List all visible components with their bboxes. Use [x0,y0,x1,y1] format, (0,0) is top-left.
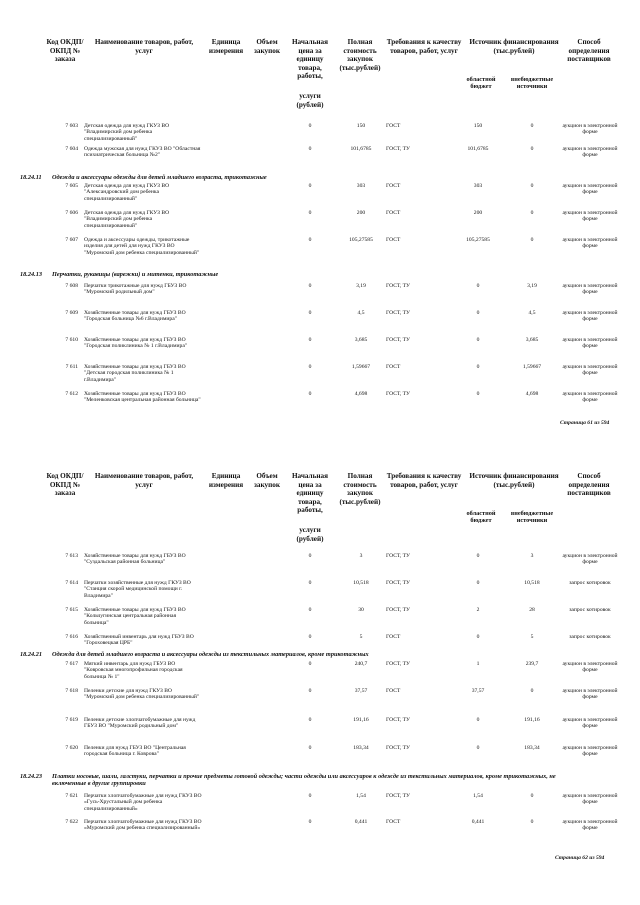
row-number: 7 605 [65,183,78,189]
quality-requirements: ГОСТ [386,237,401,243]
item-name: Одежда мужская для нужд ГКУЗ ВО "Областная психиатрическая больница №2" [84,146,201,159]
row-number: 7 609 [65,310,78,316]
extrabudgetary-sources: 183,34 [524,745,540,751]
quality-requirements: ГОСТ [386,819,401,825]
header-name: Наименование товаров, работ, услуг [94,38,194,55]
total-cost: 3,19 [356,283,366,289]
procurement-method: аукцион в электронной форме [562,819,618,832]
row-number: 7 603 [65,123,78,129]
regional-budget: 0 [476,364,480,370]
quality-requirements: ГОСТ, ТУ [386,553,410,559]
quality-requirements: ГОСТ, ТУ [386,793,410,799]
section-title: Платки носовые, шали, галстуки, перчатки и прочие предметы готовой одежды; части одежды или аксессуаров к одежде из текстильных материалов, кроме трикотажных, не включенные в другие группировки [52,773,556,787]
unit-price: 0 [308,634,312,640]
header-requirements: Требования к качеству товаров, работ, услуг [386,38,462,55]
procurement-method: аукцион в электронной форме [562,364,618,377]
extrabudgetary-sources: 3,19 [527,283,537,289]
procurement-method: аукцион в электронной форме [562,183,618,196]
unit-price: 0 [308,210,312,216]
unit-price: 0 [308,819,312,825]
extrabudgetary-sources: 191,16 [524,717,540,723]
regional-budget: 150 [473,123,483,129]
total-cost: 4,5 [357,310,365,316]
regional-budget: 0 [476,745,480,751]
quality-requirements: ГОСТ [386,210,401,216]
total-cost: 191,16 [353,717,369,723]
item-name: Мягкий инвентарь для нужд ГБУЗ ВО "Ковровская многопрофильная городская больница № 1" [84,661,183,680]
quality-requirements: ГОСТ, ТУ [386,745,410,751]
procurement-method: аукцион в электронной форме [562,146,618,159]
regional-budget: 303 [473,183,483,189]
row-number: 7 606 [65,210,78,216]
header-price-unit: услуги (рублей) [296,526,324,543]
total-cost: 5 [359,634,363,640]
header-price-unit: услуги (рублей) [296,92,324,109]
regional-budget: 0 [476,634,480,640]
regional-budget: 200 [473,210,483,216]
quality-requirements: ГОСТ, ТУ [386,717,410,723]
quality-requirements: ГОСТ, ТУ [386,580,410,586]
regional-budget: 2 [476,607,480,613]
item-name: Хозяйственный инвентарь для нужд ГБУЗ ВО "Гороховецкая ЦРБ" [84,634,194,647]
total-cost: 37,57 [354,688,368,694]
regional-budget: 0 [476,337,480,343]
procurement-method: аукцион в электронной форме [562,391,618,404]
quality-requirements: ГОСТ, ТУ [386,661,410,667]
total-cost: 200 [356,210,366,216]
extrabudgetary-sources: 28 [529,607,535,613]
regional-budget: 0 [476,553,480,559]
header-price: Начальная цена за единицу товара, работы, [291,38,329,81]
row-number: 7 620 [65,745,78,751]
header-source-regional: областной бюджет [466,510,496,524]
quality-requirements: ГОСТ, ТУ [386,607,410,613]
unit-price: 0 [308,146,312,152]
extrabudgetary-sources: 4,5 [528,310,536,316]
total-cost: 30 [358,607,364,613]
item-name: Перчатки хлопчатобумажные для нужд ГКУЗ ВО «Гусь-Хрустальный дом ребенка специализированный» [84,793,202,812]
procurement-method: аукцион в электронной форме [562,210,618,223]
header-source-external: внебюджетные источники [510,76,554,90]
extrabudgetary-sources: 239,7 [525,661,539,667]
row-number: 7 616 [65,634,78,640]
item-name: Хозяйственные товары для нужд ГБУЗ ВО "Городская больница №6 г.Владимира" [84,310,186,323]
regional-budget: 1 [476,661,480,667]
total-cost: 0,441 [354,819,368,825]
item-name: Хозяйственные товары для нужд ГБУЗ ВО "Городская поликлиника № 1 г.Владимира" [84,337,188,350]
section-code: 18.24.11 [20,174,42,181]
header-unit: Единица измерения [208,472,244,489]
section-code: 18.24.23 [20,773,43,780]
total-cost: 4,698 [354,391,368,397]
regional-budget: 0 [476,310,480,316]
regional-budget: 105,27585 [466,237,490,243]
procurement-method: запрос котировок [569,580,611,586]
extrabudgetary-sources: 3 [530,553,534,559]
item-name: Перчатки хозяйственные для нужд ГКУЗ ВО "Станция скорой медицинской помощи г. Владимира" [84,580,191,599]
item-name: Одежда и аксессуары одежды, трикотажные изделия для детей для нужд ГКУЗ ВО "Муромский дом ребенка специализированный" [84,237,200,256]
row-number: 7 613 [65,553,78,559]
regional-budget: 0 [476,283,480,289]
quality-requirements: ГОСТ, ТУ [386,283,410,289]
procurement-method: аукцион в электронной форме [562,793,618,806]
unit-price: 0 [308,745,312,751]
item-name: Детская одежда для нужд ГКУЗ ВО "Владимирский дом ребенка специализированный" [84,123,170,142]
header-source: Источник финансирования (тыс.рублей) [469,472,559,489]
extrabudgetary-sources: 5 [530,634,534,640]
total-cost: 150 [356,123,366,129]
section-title: Перчатки, рукавицы (варежки) и митенки, трикотажные [52,271,219,278]
unit-price: 0 [308,310,312,316]
procurement-method: аукцион в электронной форме [562,237,618,250]
unit-price: 0 [308,580,312,586]
row-number: 7 608 [65,283,78,289]
procurement-method: аукцион в электронной форме [562,688,618,701]
unit-price: 0 [308,391,312,397]
extrabudgetary-sources: 3,685 [525,337,539,343]
row-number: 7 610 [65,337,78,343]
unit-price: 0 [308,553,312,559]
item-name: Хозяйственные товары для нужд ГБУЗ ВО "Меленковская центральная районная больница" [84,391,201,404]
regional-budget: 0 [476,580,480,586]
extrabudgetary-sources: 0 [530,688,534,694]
regional-budget: 101,6785 [467,146,489,152]
extrabudgetary-sources: 0 [530,183,534,189]
unit-price: 0 [308,688,312,694]
regional-budget: 0 [476,391,480,397]
procurement-method: аукцион в электронной форме [562,123,618,136]
item-name: Пеленки детские хлопчатобумажные для нужд ГБУЗ ВО "Муромский родильный дом" [84,717,196,730]
unit-price: 0 [308,237,312,243]
total-cost: 105,27585 [349,237,373,243]
procurement-method: аукцион в электронной форме [562,337,618,350]
total-cost: 101,6785 [350,146,372,152]
row-number: 7 618 [65,688,78,694]
row-number: 7 611 [65,364,78,370]
unit-price: 0 [308,183,312,189]
item-name: Хозяйственные товары для нужд ГБУЗ ВО "Суздальская районная больница" [84,553,186,566]
extrabudgetary-sources: 10,518 [524,580,540,586]
row-number: 7 607 [65,237,78,243]
procurement-method: аукцион в электронной форме [562,717,618,730]
row-number: 7 622 [65,819,78,825]
quality-requirements: ГОСТ, ТУ [386,146,410,152]
extrabudgetary-sources: 0 [530,793,534,799]
section-title: Одежда и аксессуары одежды для детей младшего возраста, трикотажные [52,174,267,181]
quality-requirements: ГОСТ [386,634,401,640]
item-name: Перчатки трикотажные для нужд ГБУЗ ВО "Муромский родильный дом" [84,283,187,296]
unit-price: 0 [308,364,312,370]
total-cost: 303 [356,183,366,189]
procurement-method: запрос котировок [569,634,611,640]
header-requirements: Требования к качеству товаров, работ, услуг [386,472,462,489]
regional-budget: 1,54 [473,793,483,799]
section-code: 18.24.21 [20,651,43,658]
unit-price: 0 [308,661,312,667]
row-number: 7 614 [65,580,78,586]
regional-budget: 0,441 [471,819,485,825]
header-total: Полная стоимость закупок (тыс.рублей) [339,38,381,72]
unit-price: 0 [308,717,312,723]
page-number: Страница 61 из 594 [560,420,610,426]
quality-requirements: ГОСТ, ТУ [386,310,410,316]
page-number: Страница 62 из 594 [555,855,605,861]
total-cost: 3,685 [354,337,368,343]
header-source-regional: областной бюджет [466,76,496,90]
quality-requirements: ГОСТ [386,183,401,189]
header-code: Код ОКДП/ ОКПД № заказа [46,38,84,64]
header-source-external: внебюджетные источники [510,510,554,524]
header-method: Способ определения поставщиков [567,472,611,498]
item-name: Хозяйственные товары для нужд ГБУЗ ВО "Кольчугинская центральная районная больница" [84,607,186,626]
row-number: 7 621 [65,793,78,799]
header-method: Способ определения поставщиков [567,38,611,64]
extrabudgetary-sources: 1,59667 [522,364,542,370]
header-volume: Объем закупок [254,38,280,55]
unit-price: 0 [308,607,312,613]
quality-requirements: ГОСТ [386,123,401,129]
header-price: Начальная цена за единицу товара, работы, [291,472,329,515]
procurement-method: аукцион в электронной форме [562,310,618,323]
procurement-method: аукцион в электронной форме [562,553,618,566]
total-cost: 183,34 [353,745,369,751]
row-number: 7 604 [65,146,78,152]
total-cost: 240,7 [354,661,368,667]
extrabudgetary-sources: 0 [530,146,534,152]
procurement-method: аукцион в электронной форме [562,283,618,296]
header-source: Источник финансирования (тыс.рублей) [469,38,559,55]
quality-requirements: ГОСТ [386,364,401,370]
regional-budget: 0 [476,717,480,723]
header-volume: Объем закупок [254,472,280,489]
procurement-method: запрос котировок [569,607,611,613]
total-cost: 1,54 [356,793,366,799]
row-number: 7 619 [65,717,78,723]
item-name: Хозяйственные товары для нужд ГБУЗ ВО "Детская городская поликлиника № 1 г.Владимира" [84,364,186,383]
regional-budget: 37,57 [471,688,485,694]
total-cost: 1,59667 [351,364,371,370]
unit-price: 0 [308,123,312,129]
procurement-method: аукцион в электронной форме [562,661,618,674]
extrabudgetary-sources: 0 [530,819,534,825]
unit-price: 0 [308,793,312,799]
row-number: 7 617 [65,661,78,667]
total-cost: 10,518 [353,580,369,586]
quality-requirements: ГОСТ, ТУ [386,391,410,397]
item-name: Перчатки хлопчатобумажные для нужд ГКУЗ ВО «Муромский дом ребенка специализированный» [84,819,202,832]
extrabudgetary-sources: 0 [530,237,534,243]
item-name: Детская одежда для нужд ГКУЗ ВО "Александровский дом ребенка специализированный" [84,183,170,202]
row-number: 7 612 [65,391,78,397]
row-number: 7 615 [65,607,78,613]
section-title: Одежда для детей младшего возраста и аксессуары одежды из текстильных материалов, кроме трикотажных [52,651,369,658]
item-name: Детская одежда для нужд ГКУЗ ВО "Владимирский дом ребенка специализированный" [84,210,170,229]
header-unit: Единица измерения [208,38,244,55]
section-code: 18.24.13 [20,271,43,278]
header-code: Код ОКДП/ ОКПД № заказа [46,472,84,498]
extrabudgetary-sources: 4,698 [525,391,539,397]
extrabudgetary-sources: 0 [530,210,534,216]
extrabudgetary-sources: 0 [530,123,534,129]
total-cost: 3 [359,553,363,559]
quality-requirements: ГОСТ [386,688,401,694]
header-name: Наименование товаров, работ, услуг [94,472,194,489]
header-total: Полная стоимость закупок (тыс.рублей) [339,472,381,506]
item-name: Пеленки для нужд ГБУЗ ВО "Центральная городская больница г. Коврова" [84,745,186,758]
procurement-method: аукцион в электронной форме [562,745,618,758]
item-name: Пеленки детские для нужд ГКУЗ ВО "Муромский дом ребенка специализированный" [84,688,200,701]
unit-price: 0 [308,337,312,343]
unit-price: 0 [308,283,312,289]
quality-requirements: ГОСТ, ТУ [386,337,410,343]
